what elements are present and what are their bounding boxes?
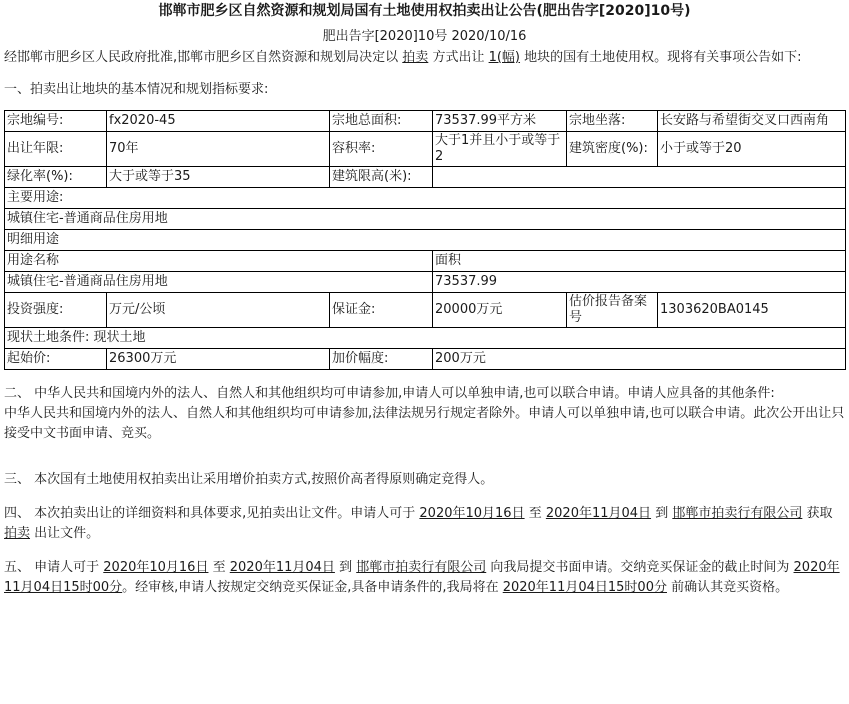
height-value bbox=[433, 167, 846, 188]
section-5-paragraph bbox=[4, 558, 845, 598]
section-4-text-c: 出让文件。 bbox=[34, 526, 100, 541]
invest-label: 投资强度: bbox=[5, 293, 107, 328]
section-5-confirm-time: 2020年11月04日15时00分 bbox=[502, 580, 667, 595]
section-4-text-b: 获取 bbox=[806, 506, 833, 521]
intro-method: 拍卖 bbox=[402, 50, 429, 65]
green-label: 绿化率(%): bbox=[5, 167, 107, 188]
section-5-end-date: 2020年11月04日 bbox=[229, 560, 335, 575]
table-row bbox=[5, 251, 846, 272]
density-label: 建筑密度(%): bbox=[567, 132, 658, 167]
section-2-title: 二、 中华人民共和国境内外的法人、自然人和其他组织均可申请参加,申请人可以单独申请,也可以联合申请。申请人应具备的其他条件: bbox=[4, 386, 775, 401]
height-label: 建筑限高(米): bbox=[330, 167, 433, 188]
table-row bbox=[5, 111, 846, 132]
land-condition: 现状土地条件: 现状土地 bbox=[5, 328, 846, 349]
start-price-label: 起始价: bbox=[5, 349, 107, 370]
main-use-label: 主要用途: bbox=[5, 188, 846, 209]
use-name-value: 城镇住宅-普通商品住房用地 bbox=[5, 272, 433, 293]
deposit-label: 保证金: bbox=[330, 293, 433, 328]
main-use-value: 城镇住宅-普通商品住房用地 bbox=[5, 209, 846, 230]
section-5-start-date: 2020年10月16日 bbox=[103, 560, 209, 575]
section-5-text-d: 前确认其竞买资格。 bbox=[671, 580, 789, 595]
area-label: 宗地总面积: bbox=[330, 111, 433, 132]
parcel-info-table bbox=[4, 110, 846, 370]
section-4-at: 到 bbox=[655, 506, 669, 521]
density-value: 小于或等于20 bbox=[658, 132, 846, 167]
table-row bbox=[5, 272, 846, 293]
increment-label: 加价幅度: bbox=[330, 349, 433, 370]
section-4-method: 拍卖 bbox=[4, 526, 31, 541]
parcel-id-value: fx2020-45 bbox=[107, 111, 330, 132]
table-row bbox=[5, 167, 846, 188]
section-3-text: 三、 本次国有土地使用权拍卖出让采用增价拍卖方式,按照价高者得原则确定竞得人。 bbox=[4, 472, 494, 487]
document-number-date: 肥出告字[2020]10号 2020/10/16 bbox=[322, 29, 527, 44]
section-4-company: 邯郸市拍卖行有限公司 bbox=[672, 506, 803, 521]
detail-use-label: 明细用途 bbox=[5, 230, 846, 251]
table-row bbox=[5, 209, 846, 230]
section-5-text-b: 向我局提交书面申请。交纳竞买保证金的截止时间为 bbox=[490, 560, 790, 575]
intro-text-b: 方式出让 bbox=[432, 50, 485, 65]
section-4-paragraph bbox=[4, 504, 845, 544]
green-value: 大于或等于35 bbox=[107, 167, 330, 188]
increment-value: 200万元 bbox=[433, 349, 846, 370]
start-price-value: 26300万元 bbox=[107, 349, 330, 370]
section-5-text-a: 五、 申请人可于 bbox=[4, 560, 100, 575]
term-label: 出让年限: bbox=[5, 132, 107, 167]
section-4-end-date: 2020年11月04日 bbox=[545, 506, 652, 521]
location-label: 宗地坐落: bbox=[567, 111, 658, 132]
section-5-company: 邯郸市拍卖行有限公司 bbox=[356, 560, 487, 575]
report-value: 1303620BA0145 bbox=[658, 293, 846, 328]
intro-paragraph bbox=[4, 48, 845, 68]
table-row bbox=[5, 230, 846, 251]
section-4-to: 至 bbox=[528, 506, 542, 521]
table-row bbox=[5, 328, 846, 349]
report-label: 估价报告备案号 bbox=[567, 293, 658, 328]
far-value: 大于1并且小于或等于2 bbox=[433, 132, 567, 167]
table-row bbox=[5, 188, 846, 209]
location-value: 长安路与希望街交叉口西南角 bbox=[658, 111, 846, 132]
section-1-title: 一、拍卖出让地块的基本情况和规划指标要求: bbox=[4, 82, 269, 97]
table-row bbox=[5, 349, 846, 370]
section-4-text-a: 四、 本次拍卖出让的详细资料和具体要求,见拍卖出让文件。申请人可于 bbox=[4, 506, 416, 521]
table-row bbox=[5, 132, 846, 167]
area-value: 73537.99平方米 bbox=[433, 111, 567, 132]
use-name-header: 用途名称 bbox=[5, 251, 433, 272]
parcel-id-label: 宗地编号: bbox=[5, 111, 107, 132]
term-value: 70年 bbox=[107, 132, 330, 167]
intro-text-a: 经邯郸市肥乡区人民政府批准,邯郸市肥乡区自然资源和规划局决定以 bbox=[4, 50, 399, 65]
far-label: 容积率: bbox=[330, 132, 433, 167]
page-title: 邯郸市肥乡区自然资源和规划局国有土地使用权拍卖出让公告(肥出告字[2020]10号) bbox=[158, 3, 691, 19]
section-4-start-date: 2020年10月16日 bbox=[419, 506, 525, 521]
invest-value: 万元/公顷 bbox=[107, 293, 330, 328]
section-2-body: 中华人民共和国境内外的法人、自然人和其他组织均可申请参加,法律法规另行规定者除外。申请人可以单独申请,也可以联合申请。此次公开出让只接受中文书面申请、竞买。 bbox=[4, 406, 845, 441]
use-area-header: 面积 bbox=[433, 251, 846, 272]
intro-count: 1(幅) bbox=[488, 50, 521, 65]
section-5-at: 到 bbox=[339, 560, 353, 575]
use-area-value: 73537.99 bbox=[433, 272, 846, 293]
table-row bbox=[5, 293, 846, 328]
section-5-deadline: 2020年11月04日15时00分 bbox=[4, 560, 840, 595]
intro-text-c: 地块的国有土地使用权。现将有关事项公告如下: bbox=[524, 50, 802, 65]
section-5-text-c: 。经审核,申请人按规定交纳竞买保证金,具备申请条件的,我局将在 bbox=[122, 580, 499, 595]
deposit-value: 20000万元 bbox=[433, 293, 567, 328]
section-5-to: 至 bbox=[212, 560, 226, 575]
